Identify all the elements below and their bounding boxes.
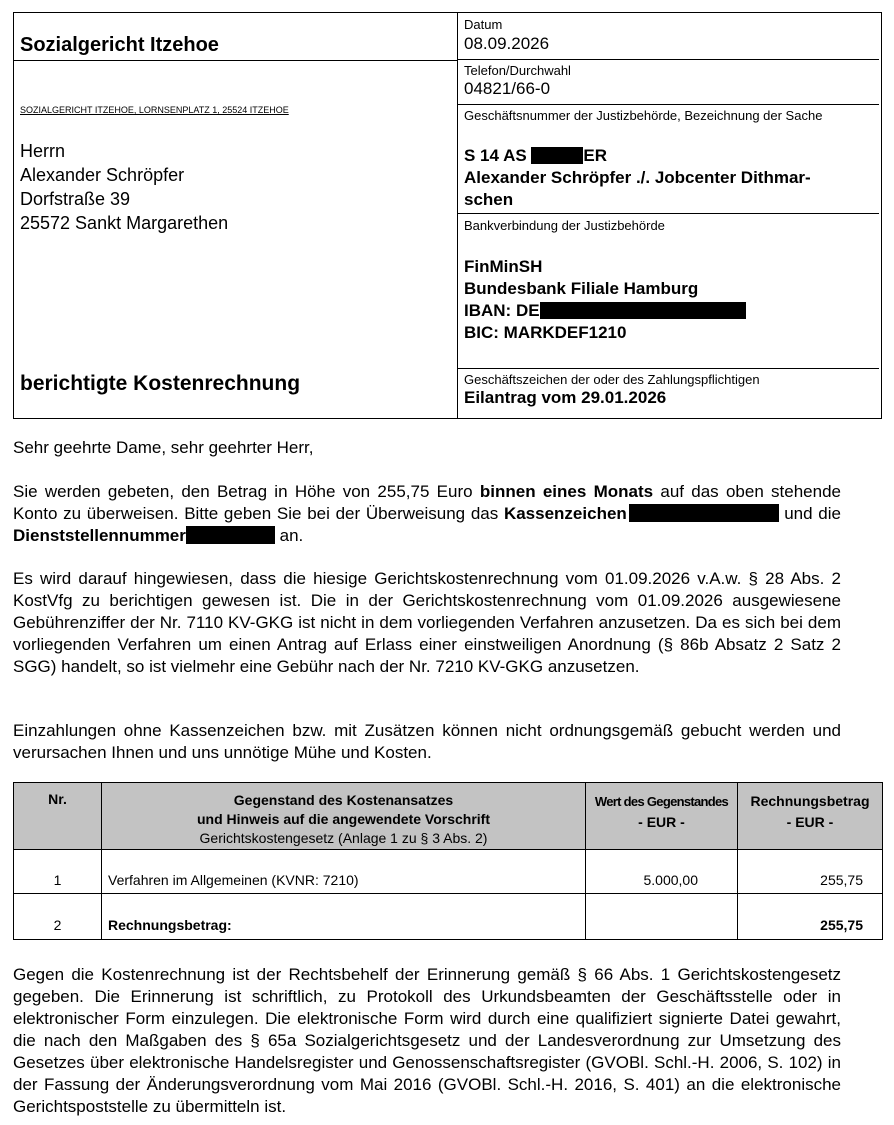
redaction-dienststellennummer: [186, 526, 275, 544]
legal-remedy-notice: Gegen die Kostenrechnung ist der Rechtsbehelf der Erinnerung gemäß § 66 Abs. 1 Gerichtskostengesetz gegeben. Die Erinnerung ist schriftlich, zu Protokoll des Urkundsbeamten der Geschäftsstelle oder in elektronischer Form einzulegen. Die elektronische Form wird durch eine qualifiziert signierte Datei gewahrt, die nach den Maßgaben des § 65a Sozialgerichtsgesetz und der Landesverordnung zur Umsetzung des Gesetzes über elektronische Handelsregister und Genossenschaftsregister (GVOBl. Schl.-H. 2006, S. 102) in der Fassung der Änderungsverordnung vom Mai 2016 (GVOBl. Schl.-H. 2016, S. 401) an die elektronische Gerichtspoststelle zu übermitteln ist.: [13, 965, 841, 1116]
phone-label: Telefon/Durchwahl: [464, 63, 571, 78]
info-divider-phone: [458, 104, 879, 105]
redaction-iban: [540, 302, 746, 319]
table-row: [14, 894, 883, 940]
info-divider-bank: [458, 368, 879, 369]
row1-amount: 255,75: [738, 850, 883, 894]
recipient-city: 25572 Sankt Margarethen: [20, 213, 229, 233]
case-parties-line2: schen: [464, 190, 514, 209]
letterhead-divider: [457, 12, 458, 419]
date-label: Datum: [464, 17, 503, 32]
case-number: S 14 AS ER: [464, 146, 608, 165]
recipient-name: Alexander Schröpfer: [20, 165, 185, 185]
col-nr-header: Nr.: [14, 783, 102, 850]
phone-value: 04821/66-0: [464, 79, 551, 98]
recipient-salutation: Herrn: [20, 141, 66, 161]
info-divider-case: [458, 213, 879, 214]
case-parties-line1: Alexander Schröpfer ./. Jobcenter Dithmar-: [464, 168, 811, 187]
bic: BIC: MARKDEF1210: [464, 323, 627, 342]
row2-subject: Rechnungsbetrag:: [102, 894, 586, 940]
bank-label: Bankverbindung der Justizbehörde: [464, 218, 665, 233]
row2-nr: 2: [14, 894, 102, 940]
payment-hint: Einzahlungen ohne Kassenzeichen bzw. mit Zusätzen können nicht ordnungsgemäß gebucht werden und verursachen Ihnen und uns unnötige Mühe und Kosten.: [13, 721, 841, 762]
table-header-row: [14, 783, 883, 850]
iban: IBAN: DE: [464, 300, 874, 322]
greeting: Sehr geehrte Dame, sehr geehrter Herr,: [13, 438, 314, 457]
court-name: Sozialgericht Itzehoe: [20, 34, 219, 56]
payment-request: Sie werden gebeten, den Betrag in Höhe von 255,75 Euro binnen eines Monats auf das oben stehende Konto zu überweisen. Bitte geben Sie bei der Überweisung das Kassenzeichen und die Dienststellennummer an.: [13, 482, 841, 545]
recipient-street: Dorfstraße 39: [20, 189, 131, 209]
col-amount-header: Rechnungsbetrag - EUR -: [738, 783, 883, 850]
date-value: 08.09.2026: [464, 34, 550, 53]
correction-notice: Es wird darauf hingewiesen, dass die hiesige Gerichtskostenrechnung vom 01.09.2026 v.A.w. § 28 Abs. 2 KostVfg zu berichtigen gewesen ist. Die in der Gerichtskostenrechnung vom 01.09.2026 ausgewiesene Gebührenziffer der Nr. 7110 KV-GKG ist nicht in dem vorliegenden Verfahren anzusetzen. Da es sich bei dem vorliegenden Verfahren um einen Antrag auf Erlass einer einstweiligen Anordnung (§ 86b Absatz 2 Satz 2 SGG) handelt, so ist vielmehr eine Gebühr nach der Nr. 7210 KV-GKG anzusetzen.: [13, 569, 841, 676]
bank-name2: Bundesbank Filiale Hamburg: [464, 279, 699, 298]
bank-info: [464, 256, 874, 344]
case-info: [464, 145, 874, 211]
redaction-case-number: [531, 147, 583, 164]
row2-value: [586, 894, 738, 940]
bank-name1: FinMinSH: [464, 257, 543, 276]
sender-address: SOZIALGERICHT ITZEHOE, LORNSENPLATZ 1, 25524 ITZEHOE: [20, 105, 289, 115]
row2-amount: 255,75: [738, 894, 883, 940]
cost-table: [13, 782, 883, 940]
table-row: [14, 850, 883, 894]
ref-value: Eilantrag vom 29.01.2026: [464, 388, 667, 407]
recipient-address: [20, 139, 228, 235]
col-subject-header: Gegenstand des Kostenansatzes und Hinweis auf die angewendete Vorschrift Gerichtskostengesetz (Anlage 1 zu § 3 Abs. 2): [102, 783, 586, 850]
row1-subject: Verfahren im Allgemeinen (KVNR: 7210): [102, 850, 586, 894]
row1-value: 5.000,00: [586, 850, 738, 894]
ref-label: Geschäftszeichen der oder des Zahlungspflichtigen: [464, 372, 760, 387]
row1-nr: 1: [14, 850, 102, 894]
col-value-header: Wert des Gegenstandes - EUR -: [586, 783, 738, 850]
court-name-divider: [13, 60, 458, 61]
document-title: berichtigte Kostenrechnung: [20, 372, 301, 395]
case-label: Geschäftsnummer der Justizbehörde, Bezeichnung der Sache: [464, 108, 823, 123]
info-divider-date: [458, 59, 879, 60]
redaction-kassenzeichen: [629, 504, 779, 522]
